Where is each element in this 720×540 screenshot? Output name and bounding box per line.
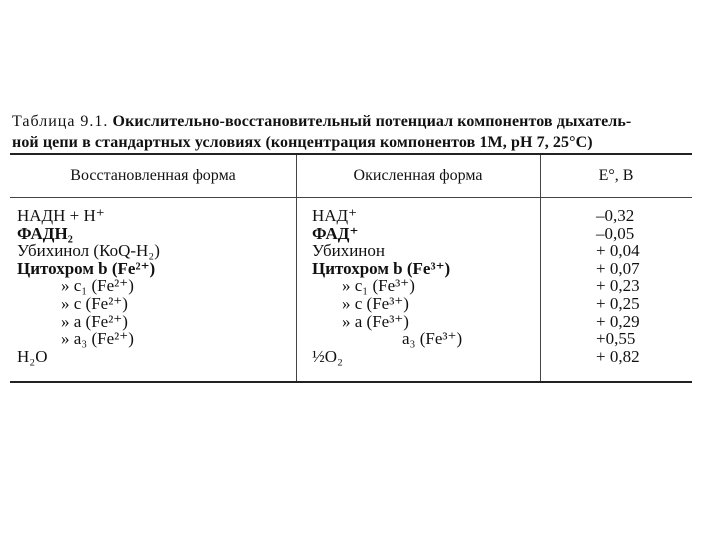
reduced-cell: » c (Fe²⁺) (61, 293, 128, 313)
potential-cell: –0,32 (596, 206, 635, 225)
oxidized-cell: Убихинон (312, 241, 386, 261)
table-caption (12, 111, 698, 153)
reduced-cell: Цитохром b (Fe²⁺) (17, 258, 156, 278)
oxidized-column (312, 207, 462, 365)
reduced-cell: » c₁ (Fe²⁺) (61, 276, 134, 296)
potential-cell: + 0,23 (596, 276, 640, 296)
caption-lead: Таблица 9.1. (12, 113, 109, 130)
potential-cell: + 0,29 (596, 311, 640, 331)
oxidized-cell: Цитохром b (Fe³⁺) (312, 258, 451, 278)
potential-column (590, 207, 670, 365)
column-divider-1 (296, 155, 297, 381)
oxidized-cell: a₃ (Fe³⁺) (402, 329, 463, 349)
header-oxidized: Окисленная форма (353, 167, 483, 184)
oxidized-cell: ФАД⁺ (312, 223, 359, 243)
reduced-column (17, 207, 160, 365)
potential-cell: + 0,07 (596, 258, 640, 278)
caption-line-1 (12, 111, 698, 132)
caption-text-1: Окислительно-восстановительный потенциал компонентов дыхатель- (112, 113, 632, 130)
oxidized-cell: » a (Fe³⁺) (342, 311, 409, 331)
reduced-cell: ФАДН₂ (17, 223, 73, 243)
caption-text-2: ной цепи в стандартных условиях (концентрация компонентов 1М, pH 7, 25°C) (12, 134, 593, 151)
reduced-cell: Н₂О (17, 346, 48, 366)
reduced-cell: Убихинол (КоQ-Н₂) (17, 241, 160, 261)
reduced-cell: » a₃ (Fe²⁺) (61, 329, 134, 349)
reduced-cell: » a (Fe²⁺) (61, 311, 128, 331)
potential-cell: +0,55 (596, 329, 636, 349)
column-divider-2 (540, 155, 541, 381)
header-potential: E°, В (598, 167, 634, 184)
oxidized-cell: ½О₂ (312, 346, 343, 366)
potential-cell: –0,05 (596, 223, 635, 243)
redox-table (10, 153, 692, 383)
potential-cell: + 0,25 (596, 293, 640, 313)
header-reduced: Восстановленная форма (70, 167, 236, 184)
oxidized-cell: НАД⁺ (312, 206, 358, 225)
potential-cell: + 0,04 (596, 241, 640, 261)
potential-cell: + 0,82 (596, 346, 640, 366)
oxidized-cell: » c₁ (Fe³⁺) (342, 276, 415, 296)
header-divider (10, 197, 692, 198)
oxidized-cell: » c (Fe³⁺) (342, 293, 409, 313)
reduced-cell: НАДН + Н⁺ (17, 206, 105, 225)
